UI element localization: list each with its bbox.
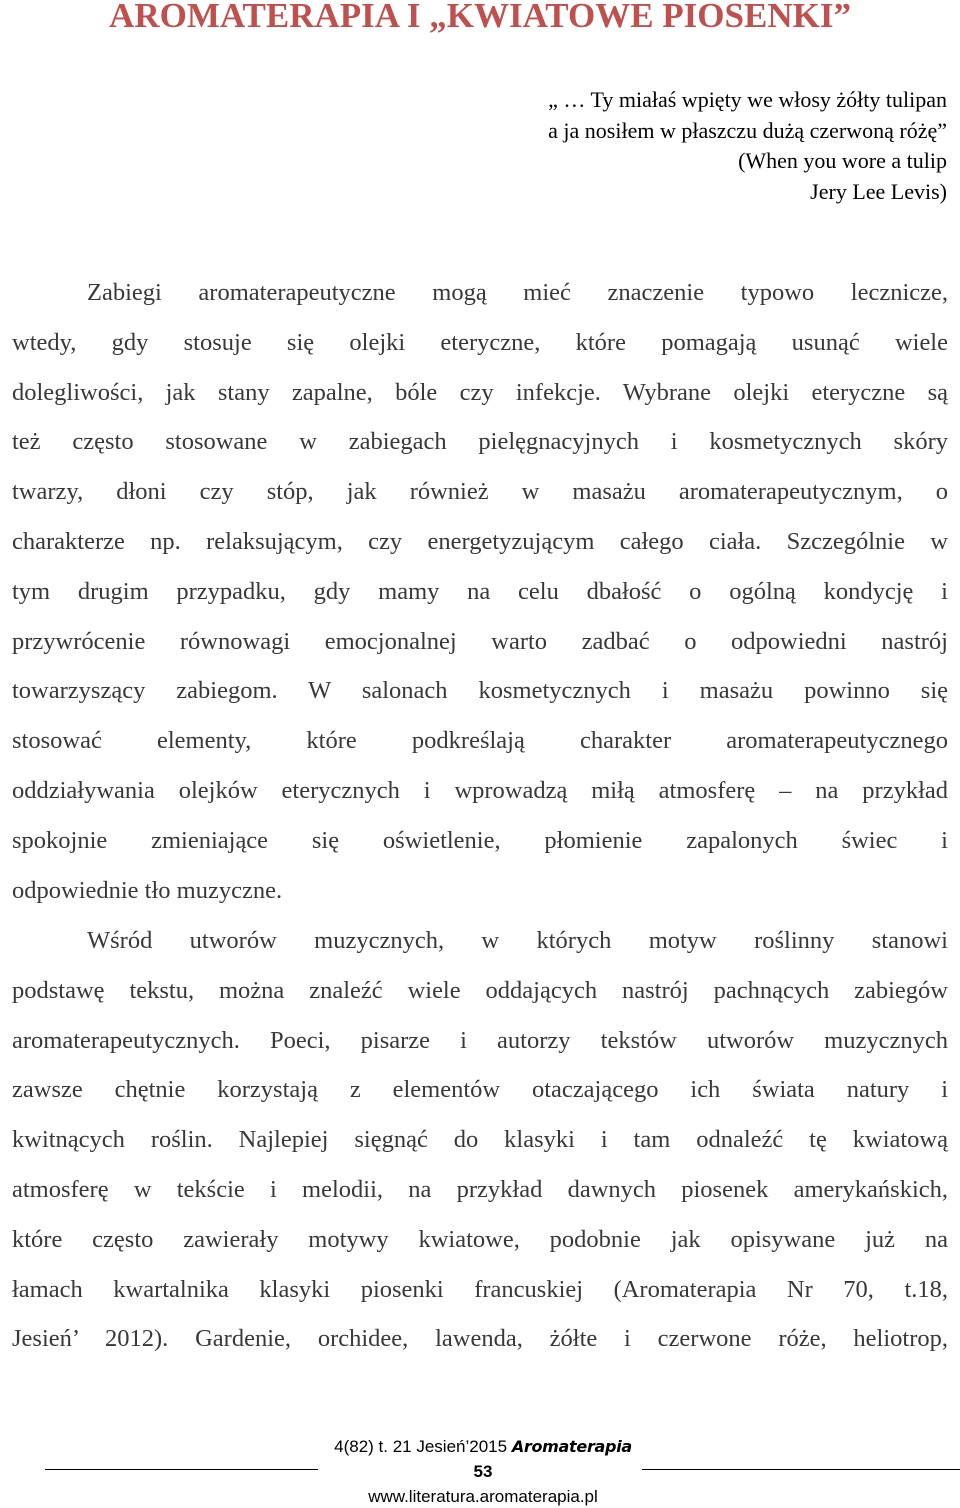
brand-logo: Aromaterapia <box>511 1437 632 1456</box>
paragraph-line: Wśród utworów muzycznych, w których motyw roślinny stanowi <box>87 927 948 954</box>
issue-label: 4(82) t. 21 Jesień’2015 <box>334 1437 508 1456</box>
paragraph-line: twarzy, dłoni czy stóp, jak również w masażu aromaterapeutycznym, o <box>12 478 948 506</box>
paragraph-line: kwitnących roślin. Najlepiej sięgnąć do klasyki i tam odnaleźć tę kwiatową <box>12 1126 948 1154</box>
paragraph-line: wtedy, gdy stosuje się olejki eteryczne, które pomagają usunąć wiele <box>12 328 948 356</box>
paragraph-line: łamach kwartalnika klasyki piosenki francuskiej (Aromaterapia Nr 70, t.18, <box>12 1275 948 1303</box>
paragraph-line: spokojnie zmieniające się oświetlenie, płomienie zapalonych świec i <box>12 826 948 854</box>
paragraph-line: zawsze chętnie korzystają z elementów otaczającego ich świata natury i <box>12 1076 948 1104</box>
paragraph-2 <box>12 916 948 1364</box>
paragraph-line: stosować elementy, które podkreślają charakter aromaterapeutycznego <box>12 727 948 755</box>
epigraph-source: (When you wore a tulip <box>738 148 947 173</box>
epigraph-line-2: a ja nosiłem w płaszczu dużą czerwoną różę” <box>548 117 947 143</box>
paragraph-line: Zabiegi aromaterapeutyczne mogą mieć znaczenie typowo lecznicze, <box>87 279 948 306</box>
paragraph-line: dolegliwości, jak stany zapalne, bóle czy infekcje. Wybrane olejki eteryczne są <box>12 378 948 406</box>
paragraph-line: Jesień’ 2012). Gardenie, orchidee, lawenda, żółte i czerwone róże, heliotrop, <box>12 1325 948 1353</box>
epigraph <box>548 85 947 207</box>
paragraph-line: tym drugim przypadku, gdy mamy na celu dbałość o ogólną kondycję i <box>12 577 948 605</box>
paragraph-line: które często zawierały motywy kwiatowe, podobnie jak opisywane już na <box>12 1225 948 1253</box>
paragraph-line: towarzyszący zabiegom. W salonach kosmetycznych i masażu powinno się <box>12 677 948 705</box>
paragraph-line: aromaterapeutycznych. Poeci, pisarze i autorzy tekstów utworów muzycznych <box>12 1026 948 1054</box>
paragraph-line: podstawę tekstu, można znaleźć wiele oddających nastrój pachnących zabiegów <box>12 976 948 1004</box>
paragraph-1 <box>12 268 948 915</box>
paragraph-line: oddziaływania olejków eterycznych i wprowadzą miłą atmosferę – na przykład <box>12 776 948 804</box>
epigraph-author: Jery Lee Levis) <box>810 178 947 204</box>
paragraph-line: atmosferę w tekście i melodii, na przykład dawnych piosenek amerykańskich, <box>12 1175 948 1203</box>
paragraph-line: też często stosowane w zabiegach pielęgnacyjnych i kosmetycznych skóry <box>12 428 948 456</box>
footer-url: www.literatura.aromaterapia.pl <box>368 1487 598 1506</box>
epigraph-line-1: „ … Ty miałaś wpięty we włosy żółty tulipan <box>548 87 947 112</box>
paragraph-line: odpowiednie tło muzyczne. <box>12 876 283 904</box>
page-number: 53 <box>473 1462 493 1481</box>
paragraph-line: charakterze np. relaksującym, czy energetyzującym całego ciała. Szczególnie w <box>12 527 948 555</box>
paragraph-line: przywrócenie równowagi emocjonalnej warto zadbać o odpowiedni nastrój <box>12 627 948 655</box>
article-title: AROMATERAPIA I „KWIATOWE PIOSENKI” <box>109 0 851 35</box>
footer-issue <box>0 1436 960 1458</box>
